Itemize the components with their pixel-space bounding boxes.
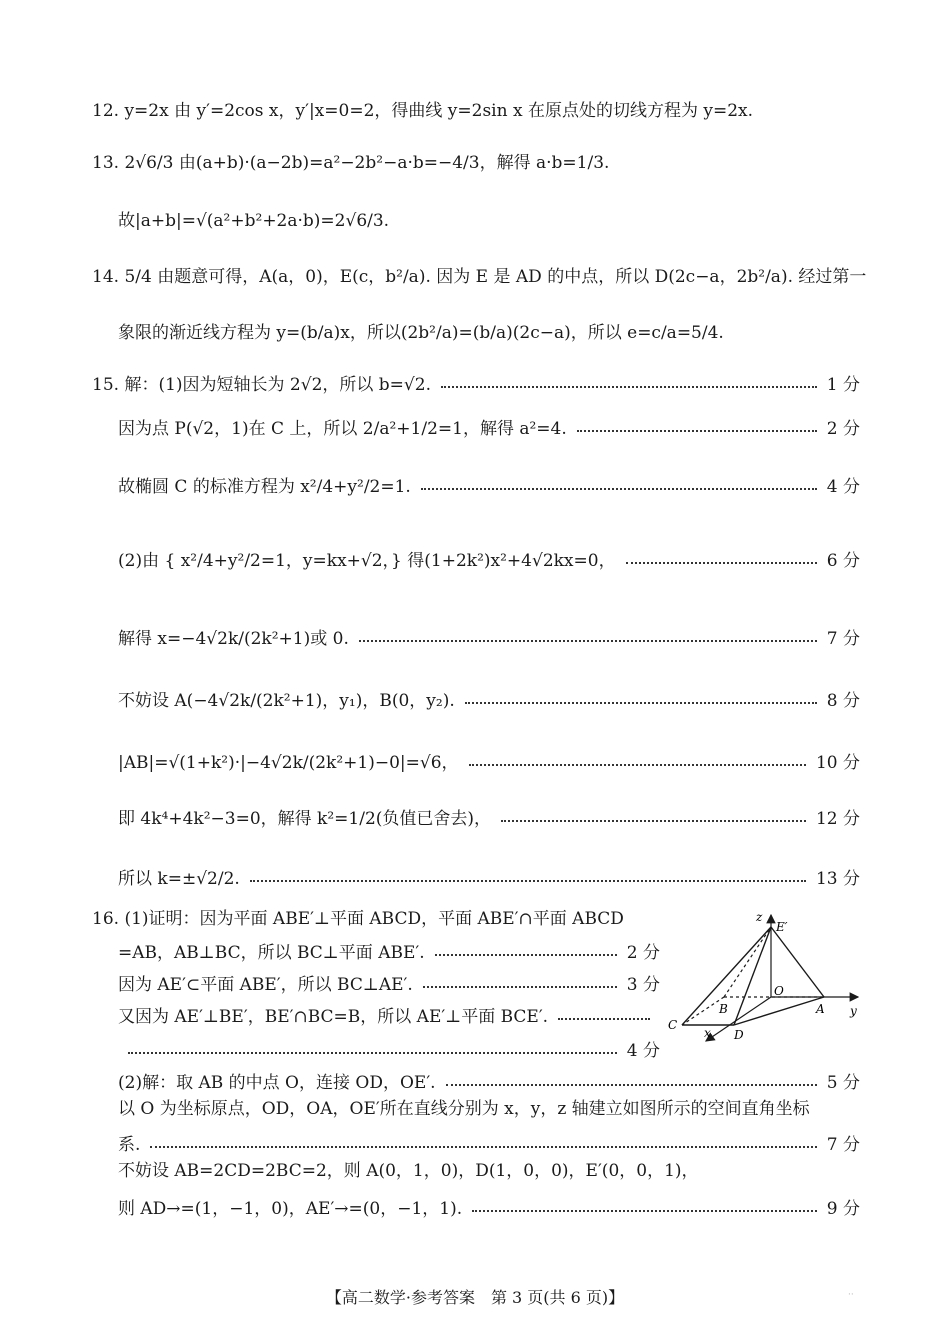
step-score: 3 分	[626, 975, 660, 995]
leader-dots	[626, 562, 817, 564]
step-text: =AB，AB⊥BC，所以 BC⊥平面 ABE′.	[118, 943, 425, 963]
step-score: 6 分	[826, 551, 860, 571]
answer-15-step-5	[118, 624, 860, 649]
answer-15-step-1	[92, 370, 860, 395]
leader-dots	[446, 1084, 817, 1086]
step-text: 因为点 P(√2，1)在 C 上，所以 2/a²+1/2=1，解得 a²=4.	[118, 419, 567, 439]
answer-16-step-1	[118, 938, 660, 963]
leader-dots	[465, 702, 817, 704]
answer-14-line2: 象限的渐近线方程为 y=(b/a)x，所以(2b²/a)=(b/a)(2c−a)，所以 e=c/a=5/4.	[118, 323, 724, 343]
leader-dots	[423, 986, 617, 988]
leader-dots	[501, 820, 806, 822]
answer-15-step-8	[118, 804, 860, 829]
step-score: 7 分	[826, 1135, 860, 1155]
answer-13-line2: 故|a+b|=√(a²+b²+2a·b)=2√6/3.	[118, 211, 390, 231]
answer-16-step-4	[118, 1036, 660, 1061]
step-score: 9 分	[826, 1199, 860, 1219]
step-score: 4 分	[626, 1041, 660, 1061]
step-score: 13 分	[815, 869, 860, 889]
step-text: 故椭圆 C 的标准方程为 x²/4+y²/2=1.	[118, 477, 411, 497]
answer-16-step-5	[118, 1068, 860, 1093]
answer-16-step-6	[118, 1130, 860, 1155]
answer-15-step-3	[118, 472, 860, 497]
step-score: 4 分	[826, 477, 860, 497]
step-text: 因为 AE′⊂平面 ABE′，所以 BC⊥AE′.	[118, 975, 413, 995]
step-score: 12 分	[815, 809, 860, 829]
label-z: z	[756, 910, 763, 924]
answer-15-step-6	[118, 686, 860, 711]
edge-DE	[734, 927, 771, 1025]
leader-dots	[359, 640, 817, 642]
pyramid-figure	[662, 905, 872, 1045]
answer-16-line1: 16. (1)证明：因为平面 ABE′⊥平面 ABCD，平面 ABE′∩平面 ABCD	[92, 909, 624, 929]
leader-dots	[469, 764, 806, 766]
step-text: |AB|=√(1+k²)·|−4√2k/(2k²+1)−0|=√6，	[118, 753, 459, 773]
leader-dots	[250, 880, 806, 882]
edge-BE	[724, 927, 771, 997]
answer-16-step-3	[118, 1002, 660, 1027]
step-score: 2 分	[826, 419, 860, 439]
answer-15-step-4	[118, 546, 860, 571]
answer-16-step-7	[118, 1194, 860, 1219]
page-footer: 【高二数学·参考答案 第 3 页(共 6 页)】	[325, 1288, 625, 1307]
label-x: x	[704, 1026, 711, 1040]
answer-15-step-9	[118, 864, 860, 889]
leader-dots	[128, 1052, 617, 1054]
label-C: C	[668, 1018, 678, 1032]
step-score: 10 分	[815, 753, 860, 773]
edge-DA	[734, 997, 824, 1025]
step-text: (2)解：取 AB 的中点 O，连接 OD，OE′.	[118, 1073, 436, 1093]
leader-dots	[421, 488, 817, 490]
faint-mark: ··	[848, 1290, 854, 1300]
step-text: (2)由 { x²/4+y²/2=1，y=kx+√2，} 得(1+2k²)x²+4√2kx=0，	[118, 551, 616, 571]
leader-dots	[577, 430, 817, 432]
step-text: 则 AD→=(1，−1，0)，AE′→=(0，−1，1).	[118, 1199, 463, 1219]
leader-dots	[558, 1018, 650, 1020]
label-y: y	[850, 1004, 857, 1018]
answer-16-coordinate-text: 以 O 为坐标原点，OD，OA，OE′所在直线分别为 x，y，z 轴建立如图所示的空间直角坐标	[118, 1099, 810, 1119]
answer-15-step-2	[118, 414, 860, 439]
answer-14-line1: 14. 5/4 由题意可得，A(a，0)，E(c，b²/a). 因为 E 是 AD 的中点，所以 D(2c−a，2b²/a). 经过第一	[92, 267, 867, 287]
step-text: 又因为 AE′⊥BE′，BE′∩BC=B，所以 AE′⊥平面 BCE′.	[118, 1007, 549, 1027]
leader-dots	[435, 954, 617, 956]
answer-16-step-2	[118, 970, 660, 995]
answer-15-step-7	[118, 748, 860, 773]
step-text: 即 4k⁴+4k²−3=0，解得 k²=1/2(负值已舍去)，	[118, 809, 492, 829]
leader-dots	[150, 1146, 816, 1148]
step-score: 2 分	[626, 943, 660, 963]
answer-16-assume: 不妨设 AB=2CD=2BC=2，则 A(0，1，0)，D(1，0，0)，E′(0，0，1)，	[118, 1161, 699, 1181]
label-B: B	[719, 1002, 728, 1016]
step-text: 15. 解：(1)因为短轴长为 2√2，所以 b=√2.	[92, 375, 431, 395]
label-D: D	[734, 1028, 744, 1042]
answer-12: 12. y=2x 由 y′=2cos x，y′|x=0=2，得曲线 y=2sin x 在原点处的切线方程为 y=2x.	[92, 101, 754, 121]
step-score: 1 分	[826, 375, 860, 395]
label-O: O	[774, 984, 784, 998]
step-text: 不妨设 A(−4√2k/(2k²+1)，y₁)，B(0，y₂).	[118, 691, 455, 711]
label-A: A	[816, 1002, 825, 1016]
step-text: 系.	[118, 1135, 141, 1155]
leader-dots	[441, 386, 817, 388]
leader-dots	[472, 1210, 817, 1212]
label-E: E′	[776, 920, 788, 934]
step-text: 所以 k=±√2/2.	[118, 869, 240, 889]
answer-13-line1: 13. 2√6/3 由(a+b)·(a−2b)=a²−2b²−a·b=−4/3，解得 a·b=1/3.	[92, 153, 610, 173]
step-score: 8 分	[826, 691, 860, 711]
step-text: 解得 x=−4√2k/(2k²+1)或 0.	[118, 629, 349, 649]
step-score: 7 分	[826, 629, 860, 649]
step-score: 5 分	[826, 1073, 860, 1093]
